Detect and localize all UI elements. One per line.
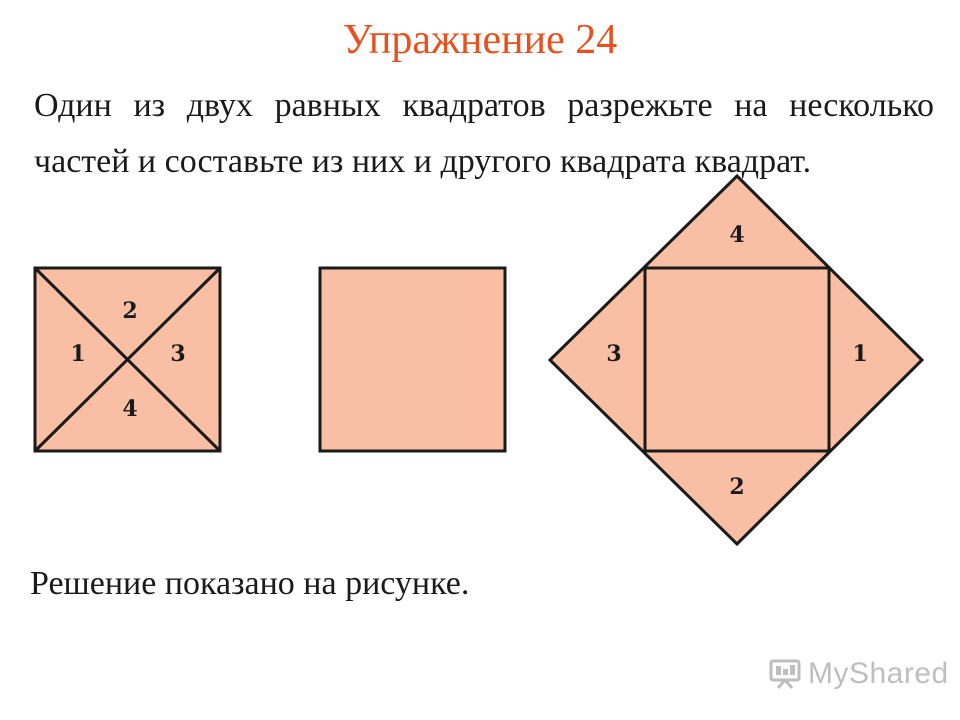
cut-piece-label-right: 3 bbox=[170, 341, 186, 367]
assembled-square bbox=[550, 176, 922, 544]
cut-square bbox=[35, 268, 220, 451]
assembled-piece-label-right: 1 bbox=[852, 341, 868, 367]
task-statement: Один из двух равных квадратов разрежьте на несколько частей и составьте из них и другого квадрата квадрат. bbox=[34, 87, 934, 180]
solution-caption: Решение показано на рисунке. bbox=[30, 565, 470, 602]
watermark bbox=[768, 654, 949, 694]
watermark-text: MyShared bbox=[808, 657, 949, 690]
assembled-inner-square bbox=[645, 268, 829, 451]
assembled-piece-label-bottom: 2 bbox=[729, 474, 745, 500]
plain-square-body bbox=[320, 268, 505, 451]
cut-piece-label-left: 1 bbox=[70, 341, 86, 367]
cut-piece-label-bottom: 4 bbox=[122, 396, 138, 422]
assembled-piece-label-top: 4 bbox=[729, 222, 745, 248]
cut-piece-label-top: 2 bbox=[122, 298, 138, 324]
plain-square bbox=[320, 268, 505, 451]
assembled-piece-label-left: 3 bbox=[606, 341, 622, 367]
presentation-board-icon bbox=[768, 657, 802, 691]
slide-title: Упражнение 24 bbox=[342, 17, 618, 63]
